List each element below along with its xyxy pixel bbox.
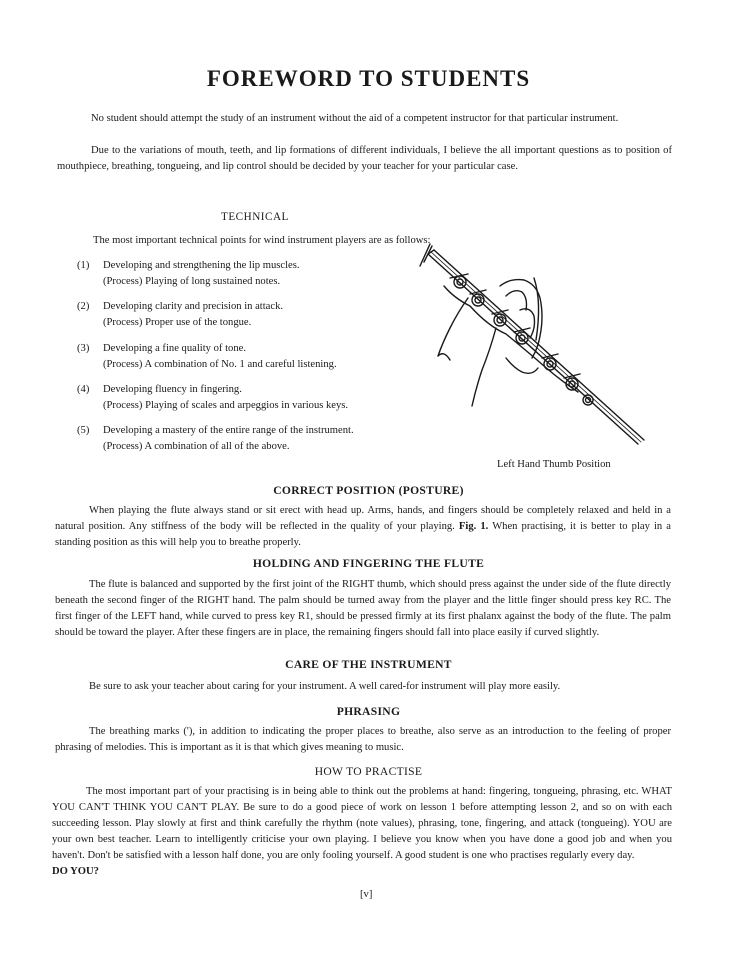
item-process: (Process) Playing of scales and arpeggios in various keys. xyxy=(103,400,349,411)
page-title: FOREWORD TO STUDENTS xyxy=(206,66,531,91)
left-hand-thumb-illustration xyxy=(410,240,650,455)
item-point: Developing a mastery of the entire range of the instrument. xyxy=(103,425,354,436)
item-number: (4) xyxy=(77,384,90,395)
item-process: (Process) A combination of No. 1 and careful listening. xyxy=(103,359,337,370)
item-number: (2) xyxy=(77,301,90,312)
correct-position-text: When playing the flute always stand or sit erect with head up. Arms, hands, and fingers should be completely relaxed and held in a natural position. Any stiffness of the body will be reflected in the quality of your playing. xyxy=(55,505,671,532)
practise-paragraph xyxy=(52,784,672,880)
phrasing-heading: PHRASING xyxy=(336,705,401,718)
item-number: (5) xyxy=(77,425,90,436)
care-heading: CARE OF THE INSTRUMENT xyxy=(285,658,452,671)
page-number: [v] xyxy=(360,889,373,900)
item-number: (1) xyxy=(77,260,90,271)
intro-text-2: Due to the variations of mouth, teeth, and lip formations of different individuals, I believe the all important questions as to position of mouthpiece, breathing, tongueing, and lip control should be decided by your teacher for your particular case. xyxy=(57,145,672,172)
technical-lead: The most important technical points for wind instrument players are as follows: xyxy=(93,235,431,246)
item-point: Developing fluency in fingering. xyxy=(103,384,242,395)
holding-text: The flute is balanced and supported by the first joint of the RIGHT thumb, which should press against the under side of the flute directly beneath the second finger of the RIGHT hand. The palm should be turned away from the player and the little finger should press key RC. The first finger of the LEFT hand, while curved to press key R1, should be pressed firmly at its first phalanx against the body of the flute. The palm should be toward the player. After these fingers are in place, the remaining fingers should fall into place easily if curved slightly. xyxy=(55,579,671,638)
correct-position-paragraph xyxy=(55,503,671,551)
phrasing-paragraph xyxy=(55,724,671,756)
figure-reference: Fig. 1. xyxy=(458,521,489,532)
correct-position-text-2: When practising, it is better to play in a standing position as this will help you to breathe properly. xyxy=(55,521,671,548)
item-point: Developing a fine quality of tone. xyxy=(103,343,246,354)
phrasing-text: The breathing marks ('), in addition to indicating the proper places to breathe, also serve as an introduction to the feeling of proper phrasing of melodies. This is important as it is that which gives meaning to music. xyxy=(55,726,671,753)
practise-text: The most important part of your practising is in being able to think out the problems at hand: fingering, tongueing, phrasing, etc. WHAT YOU CAN'T THINK YOU CAN'T PLAY. Be sure to do a good piece of work on lesson 1 before attempting lesson 2, and so on with each succeeding lesson. Play slowly at first and think carefully the rhythm (note values), phrasing, tone, fingering, and attack (tongueing). YOU are your own best teacher. Learn to intelligently criticise your own playing. I believe you know when you have done a good job and when you haven't. Don't be satisfied with a lesson half done, you are only fooling yourself. A good student is one who practises regularly every day. xyxy=(52,786,672,861)
technical-heading: TECHNICAL xyxy=(221,211,289,223)
closing-question: DO YOU? xyxy=(52,866,99,877)
item-process: (Process) Proper use of the tongue. xyxy=(103,317,252,328)
item-process: (Process) Playing of long sustained notes. xyxy=(103,276,281,287)
item-point: Developing and strengthening the lip muscles. xyxy=(103,260,300,271)
correct-position-heading: CORRECT POSITION (POSTURE) xyxy=(273,484,464,497)
item-point: Developing clarity and precision in attack. xyxy=(103,301,284,312)
intro-paragraph-2 xyxy=(57,143,672,175)
care-text: Be sure to ask your teacher about caring for your instrument. A well cared-for instrument will play more easily. xyxy=(89,681,561,692)
practise-heading: HOW TO PRACTISE xyxy=(314,765,423,778)
care-paragraph xyxy=(55,679,671,695)
holding-paragraph xyxy=(55,577,671,641)
intro-text-1: No student should attempt the study of an instrument without the aid of a competent instructor for that particular instrument. xyxy=(91,113,619,124)
item-process: (Process) A combination of all of the above. xyxy=(103,441,290,452)
item-number: (3) xyxy=(77,343,90,354)
figure-caption: Left Hand Thumb Position xyxy=(497,459,611,470)
holding-heading: HOLDING AND FINGERING THE FLUTE xyxy=(252,557,485,570)
intro-paragraph-1 xyxy=(57,111,672,127)
